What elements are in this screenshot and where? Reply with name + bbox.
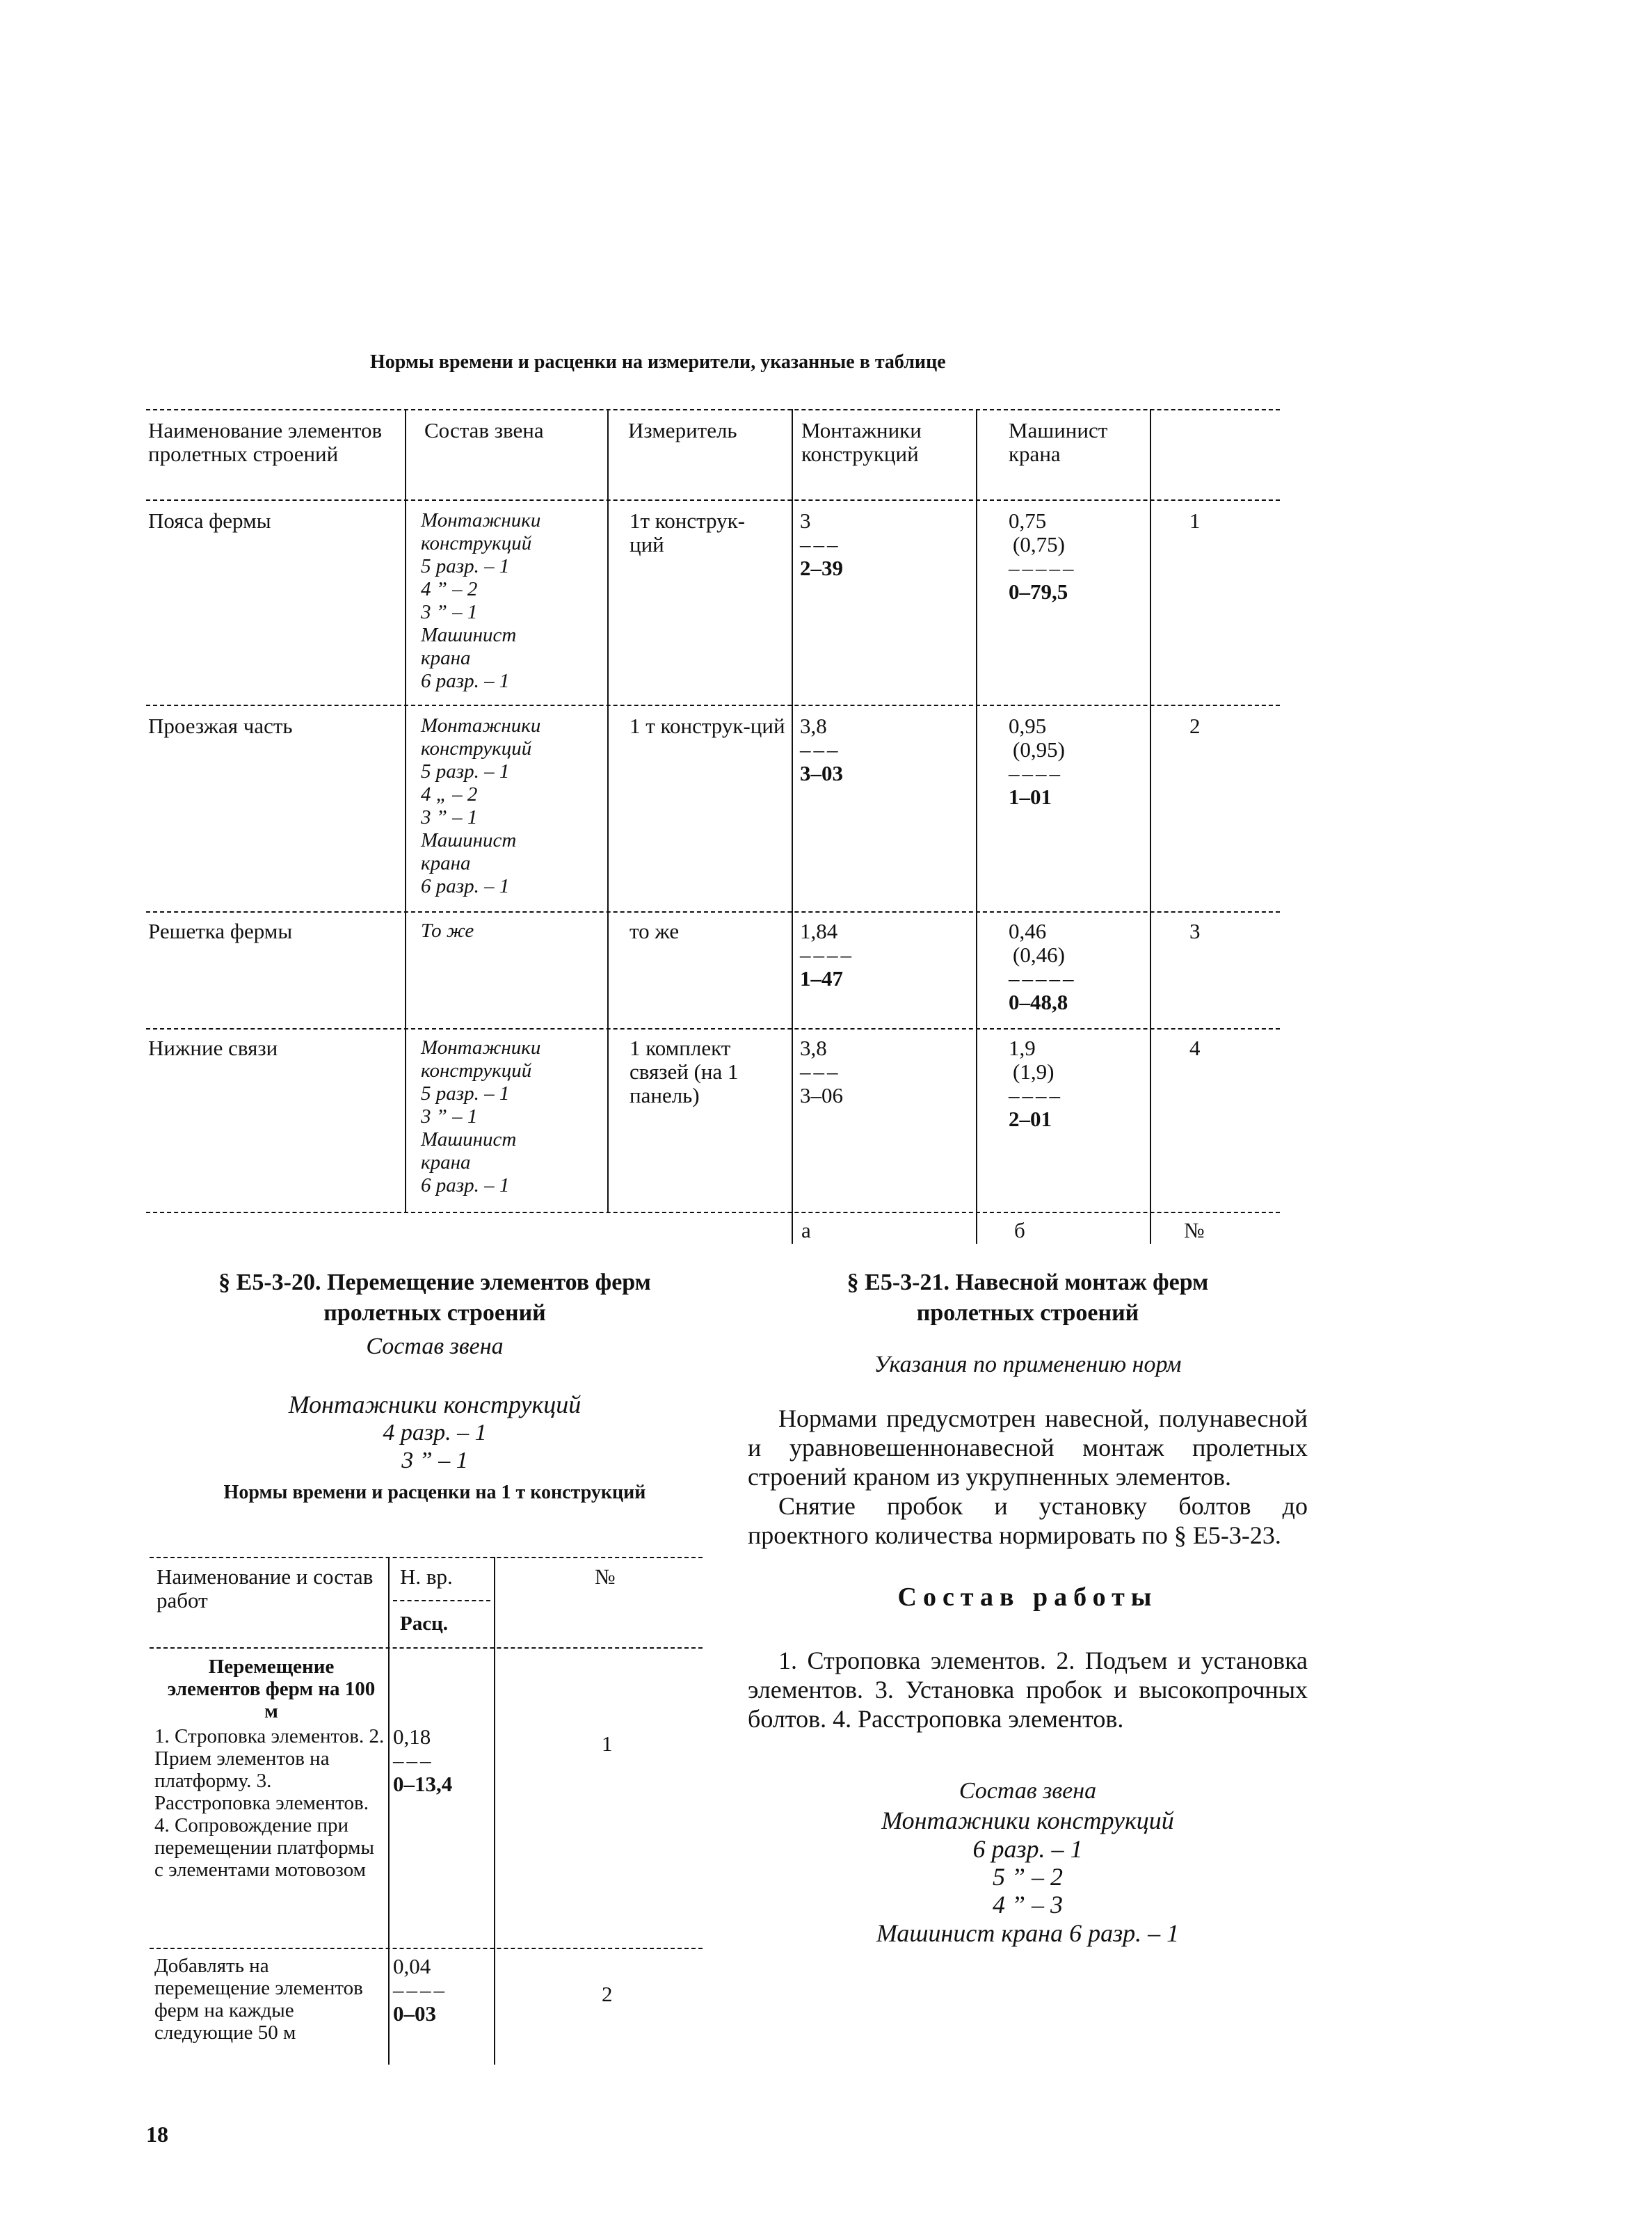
table1-row1-installers-rate xyxy=(800,509,843,580)
table1-row1-operator-rate xyxy=(1009,509,1077,604)
section20-header-norm: Н. вр. xyxy=(400,1564,453,1589)
crew-line: 5 разр. – 1 xyxy=(421,760,510,783)
norm-value-bracket: (0,75) xyxy=(1013,532,1065,556)
fraction-line: –––– xyxy=(800,943,854,967)
section20-header-name: Наименование и состав работ xyxy=(157,1564,374,1612)
price-value: 0–03 xyxy=(393,2001,436,2026)
fraction-line: ––––– xyxy=(1009,556,1077,580)
fraction-line: ––––– xyxy=(1009,966,1077,991)
price-value: 0–13,4 xyxy=(393,1772,453,1796)
table1-row1-crew xyxy=(421,509,602,693)
table1-header-unit: Измеритель xyxy=(628,418,737,442)
table1-col-sep-1 xyxy=(405,409,406,1212)
section21-crew-line5: Машинист крана 6 разр. – 1 xyxy=(876,1919,1180,1947)
section21-work-heading: Состав работы xyxy=(897,1583,1158,1612)
section20-row2-text: Добавлять на перемещение элементов ферм на каждые следующие 50 м xyxy=(154,1955,363,2044)
crew-line: Машинист xyxy=(421,829,517,851)
norm-value: 0,18 xyxy=(393,1724,431,1749)
table1-row2-num: 2 xyxy=(1189,714,1201,738)
table1-caption: Нормы времени и расценки на измерители, указанные в таблице xyxy=(370,351,946,373)
crew-line: крана xyxy=(421,1151,471,1174)
norm-value: 3,8 xyxy=(800,714,827,738)
section21-crew-heading: Состав звена xyxy=(959,1778,1097,1804)
section20-table-subrule xyxy=(393,1600,490,1601)
crew-line: Машинист xyxy=(421,624,517,646)
norm-value: 1,9 xyxy=(1009,1036,1036,1060)
table1-row3-installers-rate xyxy=(800,920,854,991)
norm-value: 1,84 xyxy=(800,919,838,943)
table1-footer-a: а xyxy=(801,1218,811,1242)
fraction-line: –––– xyxy=(1009,1083,1063,1107)
crew-line: Машинист xyxy=(421,1128,517,1151)
table1-row1-name: Пояса фермы xyxy=(148,509,271,533)
price-value: 3–06 xyxy=(800,1083,843,1107)
table1-footer-num: № xyxy=(1184,1218,1205,1242)
table1-row4-name: Нижние связи xyxy=(148,1036,278,1060)
table1-row2-installers-rate xyxy=(800,714,843,785)
section21-work-text: 1. Строповка элементов. 2. Подъем и установка элементов. 3. Установка пробок и высокопрочных болтов. 4. Расстроповка элементов. xyxy=(748,1647,1308,1733)
crew-line: конструкций xyxy=(421,737,532,760)
section21-crew-line2: 6 разр. – 1 xyxy=(972,1835,1083,1863)
table1-row1-num: 1 xyxy=(1189,509,1201,533)
crew-line: 6 разр. – 1 xyxy=(421,875,510,897)
crew-line: 3 ” – 1 xyxy=(421,601,478,623)
price-value: 0–79,5 xyxy=(1009,579,1068,604)
table1-col-sep-2 xyxy=(607,409,609,1212)
fraction-line: ––– xyxy=(800,737,841,762)
crew-line: 4 „ – 2 xyxy=(421,783,478,806)
price-value: 1–47 xyxy=(800,966,843,991)
crew-line: 6 разр. – 1 xyxy=(421,670,510,692)
norm-value-bracket: (0,95) xyxy=(1013,737,1065,762)
crew-line: 5 разр. – 1 xyxy=(421,1082,510,1105)
section20-row1-rate xyxy=(393,1725,452,1796)
section20-table-col-sep-1 xyxy=(388,1557,390,2065)
section21-crew-line3: 5 ” – 2 xyxy=(992,1863,1064,1891)
norm-value: 0,04 xyxy=(393,1954,431,1978)
section20-crew-line2: 4 разр. – 1 xyxy=(383,1420,487,1446)
table1-col-sep-5 xyxy=(1150,409,1151,1244)
price-value: 3–03 xyxy=(800,761,843,785)
crew-line: 3 ” – 1 xyxy=(421,1105,478,1128)
price-value: 1–01 xyxy=(1009,785,1052,809)
norm-value-bracket: (0,46) xyxy=(1013,943,1065,967)
table1-rule-row2 xyxy=(146,911,1280,913)
section20-table-caption: Нормы времени и расценки на 1 т конструкций xyxy=(223,1482,646,1503)
section21-title-line2: пролетных строений xyxy=(916,1300,1139,1326)
table1-row2-unit: 1 т конструк-ций xyxy=(629,714,785,738)
norm-value-bracket: (1,9) xyxy=(1013,1059,1054,1084)
crew-line: Монтажники xyxy=(421,509,541,531)
section21-para2: Снятие пробок и установку болтов до проектного количества нормировать по § Е5-3-23. xyxy=(748,1492,1308,1549)
section21 xyxy=(748,1267,1308,1948)
crew-line: Монтажники xyxy=(421,714,541,737)
table1-row4-num: 4 xyxy=(1189,1036,1201,1060)
table1-rule-top xyxy=(146,409,1280,410)
norm-value: 3 xyxy=(800,509,811,533)
section20-row1-heading: Перемещение элементов ферм на 100 м xyxy=(167,1656,376,1722)
fraction-line: –––– xyxy=(393,1978,447,2002)
crew-line: конструкций xyxy=(421,532,532,554)
table1-row2-crew xyxy=(421,714,602,898)
table1-col-sep-4 xyxy=(976,409,977,1244)
table1-row3-name: Решетка фермы xyxy=(148,919,293,943)
table1-row2-operator-rate xyxy=(1009,714,1065,809)
norm-value: 3,8 xyxy=(800,1036,827,1060)
section21-title-line1: § Е5-3-21. Навесной монтаж ферм xyxy=(847,1270,1209,1295)
table1-rule-bottom xyxy=(146,1212,1280,1213)
table1-header-crew: Состав звена xyxy=(424,418,544,442)
section20-title-line1: § Е5-3-20. Перемещение элементов ферм xyxy=(218,1270,651,1295)
table1-row4-unit: 1 комплект связей (на 1 панель) xyxy=(629,1036,739,1107)
table1-row4-operator-rate xyxy=(1009,1036,1063,1131)
table1-rule-row3 xyxy=(146,1028,1280,1030)
section20-row1-text: 1. Строповка элементов. 2. Прием элементов на платформу. 3. Расстроповка элементов. 4. Сопровождение при перемещении платформы с элементами мотовозом xyxy=(154,1725,385,1881)
section21-crew-line4: 4 ” – 3 xyxy=(992,1891,1064,1919)
table1-rule-row1 xyxy=(146,705,1280,706)
table1-header-name: Наименование элементов пролетных строений xyxy=(148,418,383,466)
table1-row4-crew xyxy=(421,1036,602,1197)
crew-line: конструкций xyxy=(421,1059,532,1082)
norm-value: 0,46 xyxy=(1009,919,1047,943)
table1-row3-operator-rate xyxy=(1009,920,1077,1014)
section20 xyxy=(146,1267,723,1507)
section20-row1-num: 1 xyxy=(602,1731,613,1756)
section20-crew-heading: Состав звена xyxy=(366,1334,504,1359)
crew-line: крана xyxy=(421,647,471,669)
page-number: 18 xyxy=(146,2122,168,2147)
fraction-line: ––– xyxy=(393,1748,434,1772)
section21-crew-line1: Монтажники конструкций xyxy=(881,1807,1174,1834)
table1-row4-installers-rate xyxy=(800,1036,843,1107)
crew-line: 6 разр. – 1 xyxy=(421,1174,510,1196)
table1-rule-header xyxy=(146,499,1280,501)
table1-footer-b: б xyxy=(1014,1218,1025,1242)
fraction-line: ––– xyxy=(800,1059,841,1084)
section20-row2-num: 2 xyxy=(602,1982,613,2006)
price-value: 0–48,8 xyxy=(1009,990,1068,1014)
norm-value: 0,75 xyxy=(1009,509,1047,533)
section20-title-line2: пролетных строений xyxy=(323,1300,546,1326)
section20-row2-rate xyxy=(393,1955,447,2026)
section20-header-price: Расц. xyxy=(400,1612,449,1635)
table1-row2-name: Проезжая часть xyxy=(148,714,293,738)
table1-row3-unit: то же xyxy=(629,919,680,943)
section20-crew-line3: 3 ” – 1 xyxy=(401,1448,468,1473)
section20-table-col-sep-2 xyxy=(494,1557,495,2065)
crew-line: Монтажники xyxy=(421,1036,541,1059)
table1-row3-num: 3 xyxy=(1189,919,1201,943)
section21-instructions-heading: Указания по применению норм xyxy=(874,1352,1182,1377)
price-value: 2–01 xyxy=(1009,1107,1052,1131)
crew-line: 5 разр. – 1 xyxy=(421,555,510,577)
table1-header-operator: Машинист крана xyxy=(1009,418,1108,466)
fraction-line: –––– xyxy=(1009,761,1063,785)
norm-value: 0,95 xyxy=(1009,714,1047,738)
table1-row3-crew xyxy=(421,920,602,943)
crew-line: То же xyxy=(421,920,474,942)
section20-crew-line1: Монтажники конструкций xyxy=(288,1391,582,1418)
price-value: 2–39 xyxy=(800,556,843,580)
crew-line: крана xyxy=(421,852,471,874)
crew-line: 3 ” – 1 xyxy=(421,806,478,828)
section20-table-rule-header xyxy=(150,1647,703,1649)
section20-table-rule-row1 xyxy=(150,1948,703,1949)
section21-para1: Нормами предусмотрен навесной, полунавесной и уравновешеннонавесной монтаж пролетных строений краном из укрупненных элементов. xyxy=(748,1404,1308,1491)
table1-col-sep-3 xyxy=(792,409,793,1244)
table1-header-installers: Монтажники конструкций xyxy=(801,418,922,466)
crew-line: 4 ” – 2 xyxy=(421,578,478,600)
table1-row1-unit: 1т конструк-ций xyxy=(629,509,746,556)
fraction-line: ––– xyxy=(800,532,841,556)
section20-header-num: № xyxy=(595,1564,616,1589)
section20-table-rule-top xyxy=(150,1557,703,1558)
